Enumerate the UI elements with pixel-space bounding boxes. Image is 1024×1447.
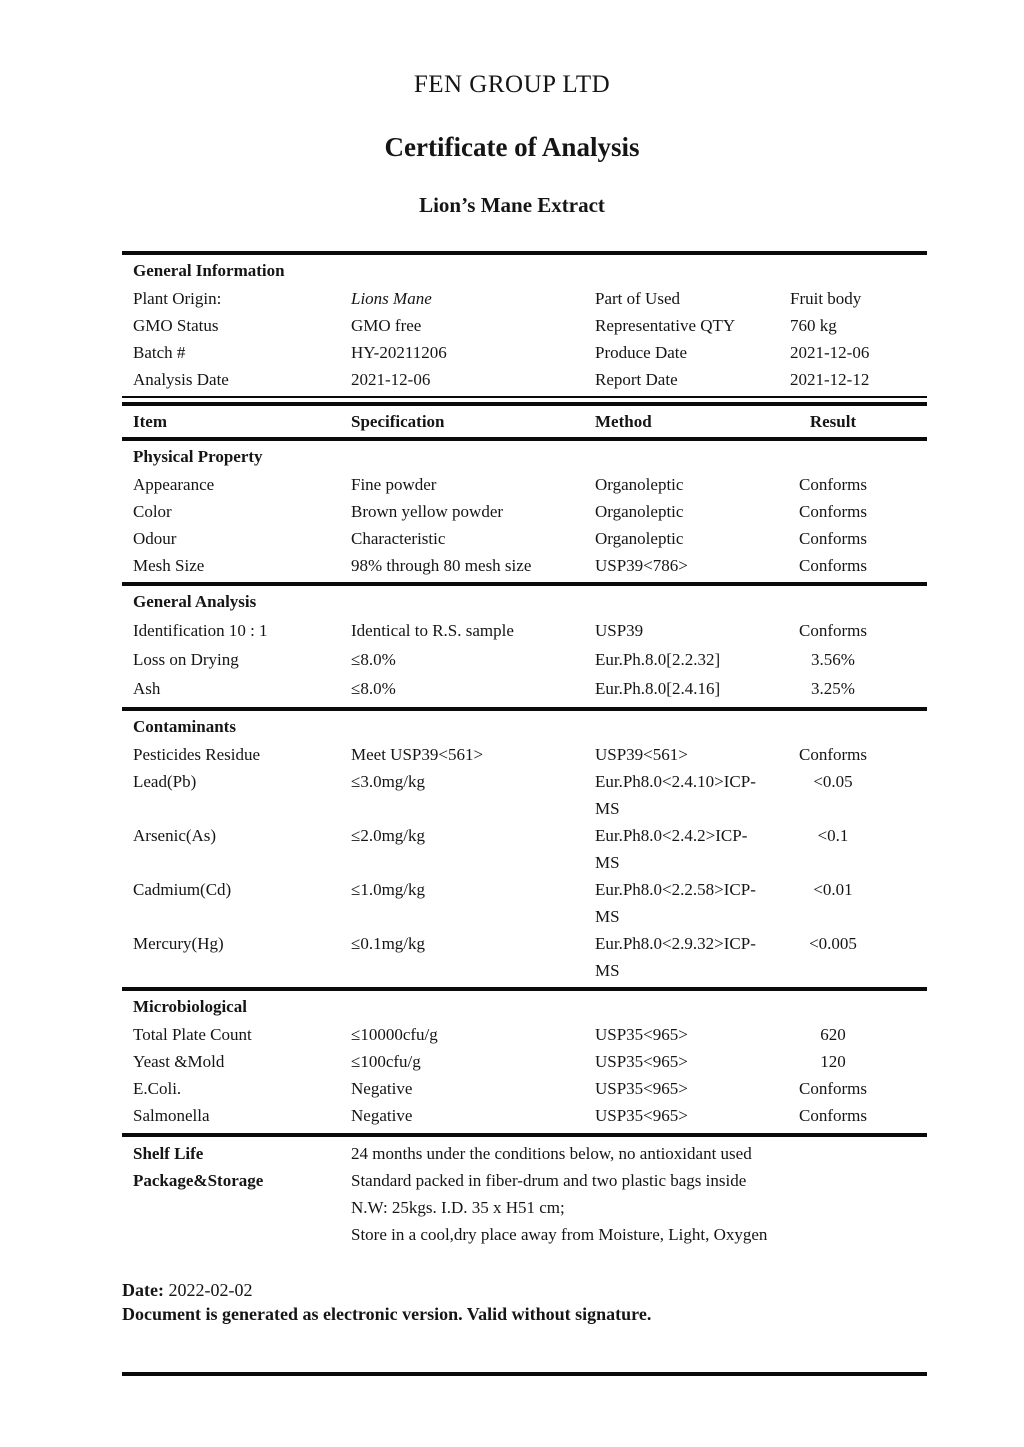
result-cell: Conforms <box>799 502 867 521</box>
method-cell: USP35<965> <box>595 1079 688 1098</box>
column-header-item: Item <box>133 412 167 431</box>
field-label: Report Date <box>595 370 678 389</box>
package-storage-text: Standard packed in fiber-drum and two plastic bags inside <box>351 1171 747 1190</box>
specification-cell: Meet USP39<561> <box>351 745 484 764</box>
field-value: 2021-12-06 <box>351 370 431 389</box>
item-cell: Identification 10 : 1 <box>133 621 268 640</box>
specification-cell: ≤8.0% <box>351 650 396 669</box>
item-cell: Loss on Drying <box>133 650 239 669</box>
item-cell: Ash <box>133 679 161 698</box>
specification-cell: ≤2.0mg/kg <box>351 826 426 845</box>
specification-cell: Fine powder <box>351 475 437 494</box>
field-value: Fruit body <box>790 289 862 308</box>
field-value: 760 kg <box>790 316 837 335</box>
specification-cell: ≤3.0mg/kg <box>351 772 426 791</box>
shelf-life-text: 24 months under the conditions below, no antioxidant used <box>351 1144 752 1163</box>
company-name: FEN GROUP LTD <box>413 71 611 98</box>
column-header-specification: Specification <box>351 412 445 431</box>
document-footer <box>122 1278 1024 1326</box>
item-cell: Arsenic(As) <box>133 826 217 845</box>
item-cell: Color <box>133 502 172 521</box>
package-storage-text: Store in a cool,dry place away from Moisture, Light, Oxygen <box>351 1225 768 1244</box>
result-cell: <0.05 <box>813 772 853 791</box>
table-row <box>122 930 927 984</box>
shelf-life-label: Shelf Life <box>133 1144 204 1163</box>
field-value: 2021-12-12 <box>790 370 870 389</box>
general-information-heading: General Information <box>133 261 285 280</box>
date-label: Date: <box>122 1280 164 1300</box>
item-cell: E.Coli. <box>133 1079 182 1098</box>
specification-cell: ≤1.0mg/kg <box>351 880 426 899</box>
column-header-result: Result <box>809 412 857 431</box>
shelf-life-row <box>122 1137 927 1167</box>
item-cell: Total Plate Count <box>133 1025 252 1044</box>
field-value: 2021-12-06 <box>790 343 870 362</box>
field-label: Plant Origin: <box>133 289 222 308</box>
general-info-row <box>122 366 927 393</box>
contaminants-heading: Contaminants <box>133 717 236 736</box>
table-row <box>122 616 927 645</box>
specification-cell: Negative <box>351 1079 413 1098</box>
field-value: GMO free <box>351 316 422 335</box>
date-value: 2022-02-02 <box>168 1280 253 1300</box>
column-header-method: Method <box>595 412 652 431</box>
table-row <box>122 674 927 703</box>
item-cell: Yeast &Mold <box>133 1052 225 1071</box>
specification-cell: ≤0.1mg/kg <box>351 934 426 953</box>
table-row <box>122 822 927 876</box>
item-cell: Appearance <box>133 475 215 494</box>
page-bottom-rule <box>122 1372 927 1376</box>
result-cell: Conforms <box>799 529 867 548</box>
item-cell: Pesticides Residue <box>133 745 261 764</box>
field-label: Batch # <box>133 343 186 362</box>
table-row <box>122 498 927 525</box>
table-row <box>122 645 927 674</box>
method-cell: Organoleptic <box>595 502 684 521</box>
result-cell: 3.56% <box>811 650 855 669</box>
specification-cell: 98% through 80 mesh size <box>351 556 532 575</box>
result-cell: <0.01 <box>813 880 853 899</box>
general-info-row <box>122 312 927 339</box>
table-row <box>122 525 927 552</box>
product-name: Lion’s Mane Extract <box>419 193 605 217</box>
result-cell: 120 <box>820 1052 846 1071</box>
result-cell: 620 <box>820 1025 846 1044</box>
item-cell: Mercury(Hg) <box>133 934 224 953</box>
specification-cell: Identical to R.S. sample <box>351 621 514 640</box>
method-cell: USP35<965> <box>595 1025 688 1044</box>
method-cell: Eur.Ph8.0<2.9.32>ICP-MS <box>595 934 756 980</box>
general-info-row <box>122 285 927 312</box>
result-cell: Conforms <box>799 621 867 640</box>
field-value: Lions Mane <box>351 289 432 308</box>
specification-cell: ≤10000cfu/g <box>351 1025 438 1044</box>
package-storage-row <box>122 1221 927 1248</box>
package-storage-row <box>122 1194 927 1221</box>
method-cell: Eur.Ph.8.0[2.4.16] <box>595 679 721 698</box>
result-cell: <0.005 <box>809 934 857 953</box>
document-title: Certificate of Analysis <box>384 132 640 162</box>
result-cell: Conforms <box>799 475 867 494</box>
method-cell: Organoleptic <box>595 529 684 548</box>
method-cell: Eur.Ph.8.0[2.2.32] <box>595 650 721 669</box>
field-value: HY-20211206 <box>351 343 447 362</box>
certificate-table <box>122 251 927 1248</box>
result-cell: Conforms <box>799 556 867 575</box>
general-analysis-heading: General Analysis <box>133 592 257 611</box>
microbiological-heading: Microbiological <box>133 997 247 1016</box>
table-header-row <box>122 406 927 437</box>
specification-cell: Negative <box>351 1106 413 1125</box>
method-cell: USP35<965> <box>595 1052 688 1071</box>
method-cell: USP39<786> <box>595 556 688 575</box>
result-cell: Conforms <box>799 1079 867 1098</box>
item-cell: Mesh Size <box>133 556 205 575</box>
package-storage-row <box>122 1167 927 1194</box>
result-cell: <0.1 <box>817 826 849 845</box>
specification-cell: Characteristic <box>351 529 446 548</box>
date-line <box>122 1278 1024 1302</box>
table-row <box>122 1075 927 1102</box>
specification-cell: ≤100cfu/g <box>351 1052 421 1071</box>
package-storage-text: N.W: 25kgs. I.D. 35 x H51 cm; <box>351 1198 565 1217</box>
table-row <box>122 768 927 822</box>
field-label: Part of Used <box>595 289 680 308</box>
physical-property-heading: Physical Property <box>133 447 263 466</box>
document-header <box>0 0 1024 219</box>
item-cell: Cadmium(Cd) <box>133 880 232 899</box>
method-cell: Eur.Ph8.0<2.4.10>ICP-MS <box>595 772 756 818</box>
field-label: Representative QTY <box>595 316 736 335</box>
result-cell: Conforms <box>799 1106 867 1125</box>
method-cell: USP35<965> <box>595 1106 688 1125</box>
item-cell: Salmonella <box>133 1106 210 1125</box>
item-cell: Lead(Pb) <box>133 772 197 791</box>
table-row <box>122 471 927 498</box>
result-cell: 3.25% <box>811 679 855 698</box>
table-row <box>122 552 927 579</box>
package-storage-label: Package&Storage <box>133 1171 264 1190</box>
result-cell: Conforms <box>799 745 867 764</box>
specification-cell: ≤8.0% <box>351 679 396 698</box>
item-cell: Odour <box>133 529 177 548</box>
method-cell: Eur.Ph8.0<2.4.2>ICP-MS <box>595 826 748 872</box>
electronic-version-note: Document is generated as electronic version. Valid without signature. <box>122 1304 652 1324</box>
table-row <box>122 741 927 768</box>
field-label: Analysis Date <box>133 370 229 389</box>
specification-cell: Brown yellow powder <box>351 502 504 521</box>
field-label: Produce Date <box>595 343 688 362</box>
method-cell: Organoleptic <box>595 475 684 494</box>
method-cell: USP39<561> <box>595 745 688 764</box>
table-row <box>122 876 927 930</box>
method-cell: Eur.Ph8.0<2.2.58>ICP-MS <box>595 880 756 926</box>
method-cell: USP39 <box>595 621 644 640</box>
table-row <box>122 1102 927 1129</box>
table-row <box>122 1048 927 1075</box>
field-label: GMO Status <box>133 316 219 335</box>
table-row <box>122 1021 927 1048</box>
general-info-row <box>122 339 927 366</box>
